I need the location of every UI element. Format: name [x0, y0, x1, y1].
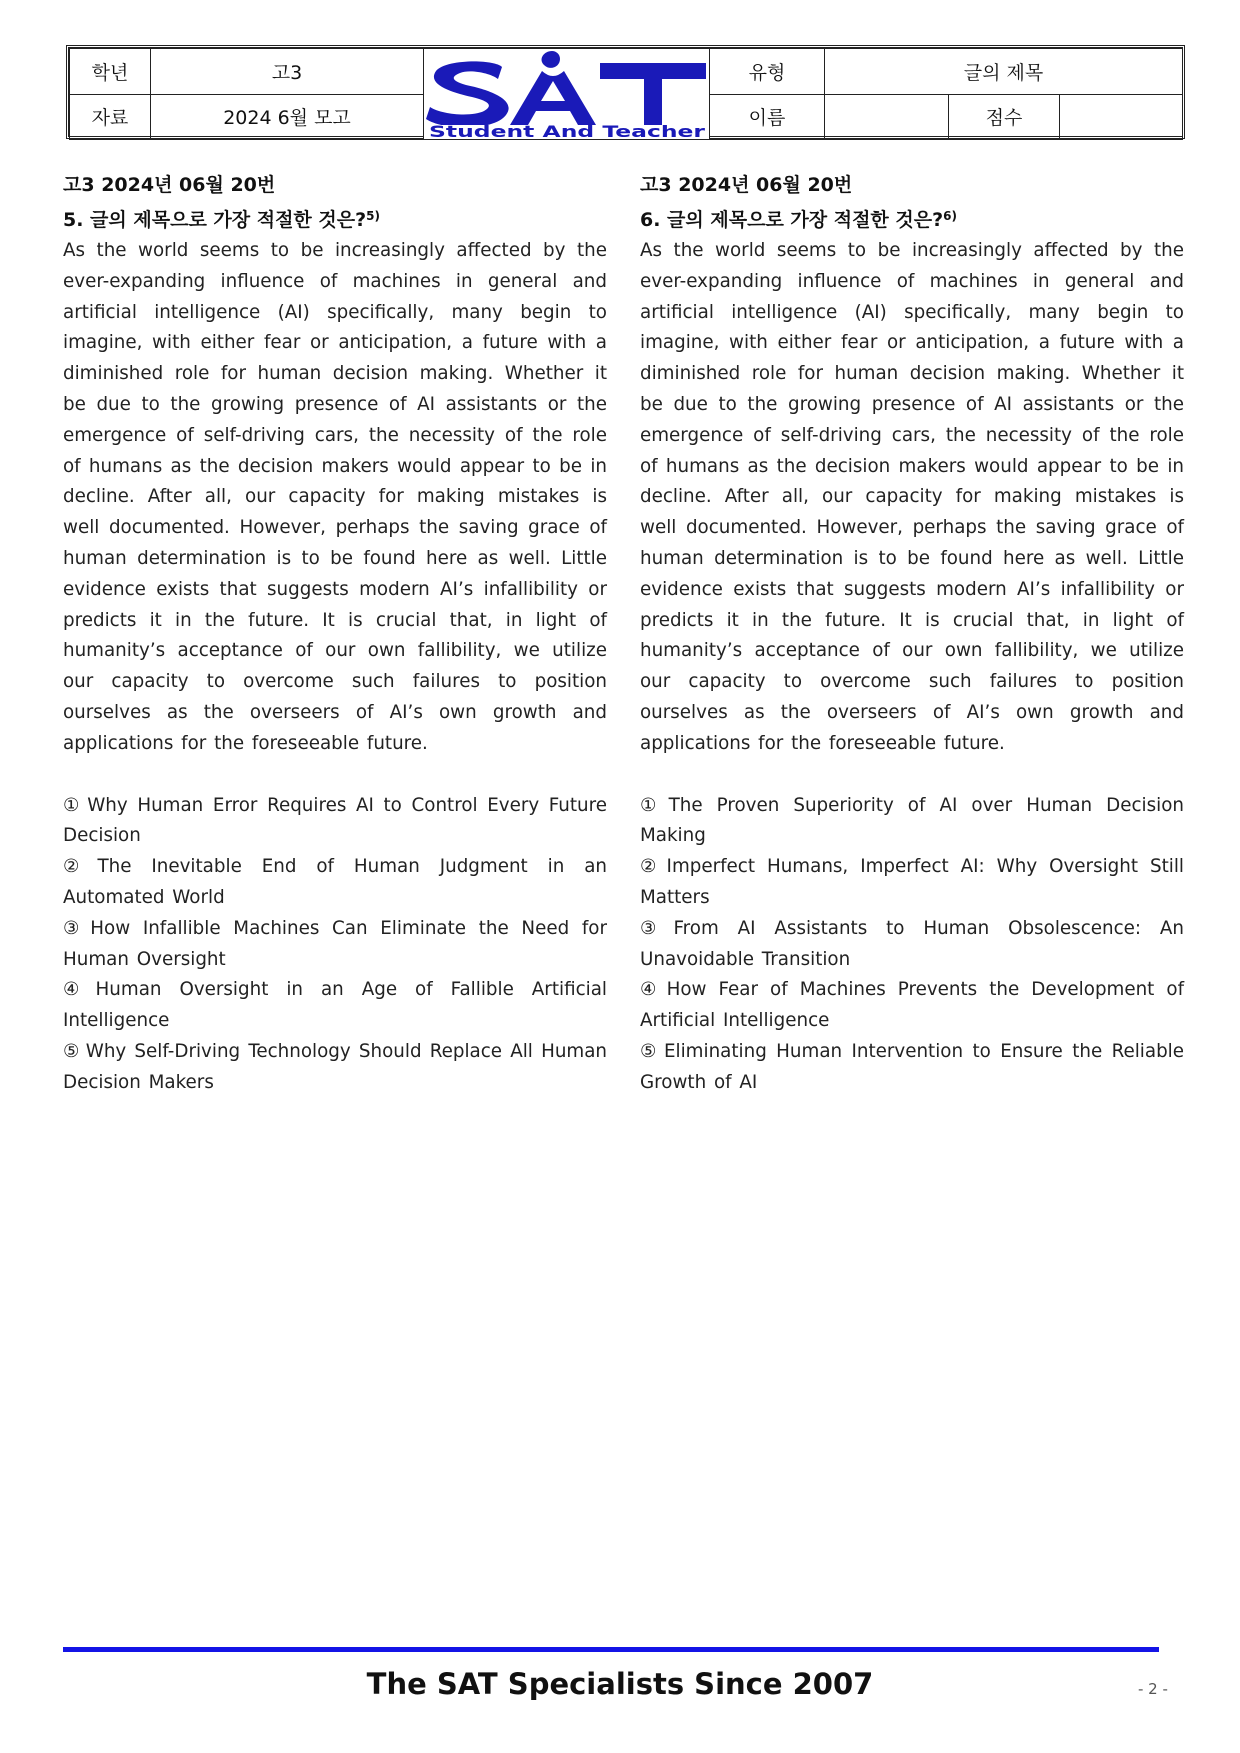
name-value[interactable] [825, 94, 949, 140]
option-text: How Fear of Machines Prevents the Development of Artificial Intelligence [640, 979, 1185, 1032]
name-label: 이름 [710, 94, 825, 140]
option-number: ③ [640, 917, 668, 939]
type-label: 유형 [710, 49, 825, 95]
material-value: 2024 6월 모고 [151, 94, 424, 140]
option-text: The Inevitable End of Human Judgment in an Automated World [63, 856, 607, 908]
score-label: 점수 [949, 94, 1060, 140]
answer-option-5[interactable] [640, 1037, 1184, 1099]
option-number: ① [640, 794, 663, 816]
question-title-text: 6. 글의 제목으로 가장 적절한 것은? [640, 209, 944, 231]
answer-options [640, 791, 1184, 1099]
question-column-right [640, 170, 1184, 1099]
answer-option-2[interactable] [63, 852, 607, 914]
question-title-text: 5. 글의 제목으로 가장 적절한 것은? [63, 209, 367, 231]
option-number: ① [63, 794, 82, 816]
option-number: ⑤ [640, 1040, 658, 1062]
option-number: ③ [63, 917, 85, 939]
answer-option-1[interactable] [640, 791, 1184, 853]
answer-option-1[interactable] [63, 791, 607, 853]
logo-letter-s [426, 61, 509, 127]
option-text: Imperfect Humans, Imperfect AI: Why Oversight Still Matters [640, 856, 1184, 908]
grade-label: 학년 [70, 49, 151, 95]
logo-cell [424, 49, 710, 140]
footnote-ref: 5) [366, 209, 380, 223]
answer-option-2[interactable] [640, 852, 1184, 914]
answer-option-5[interactable] [63, 1037, 607, 1099]
question-column-left [63, 170, 607, 1099]
question-title [640, 201, 1184, 236]
footnote-ref: 6) [943, 209, 957, 223]
answer-option-3[interactable] [63, 914, 607, 976]
option-number: ⑤ [63, 1040, 80, 1062]
question-source: 고3 2024년 06월 20번 [63, 174, 276, 196]
option-text: Why Human Error Requires AI to Control Every Future Decision [63, 794, 608, 847]
logo-tagline: Student And Teacher [429, 122, 706, 139]
type-value: 글의 제목 [825, 49, 1183, 95]
option-text: From AI Assistants to Human Obsolescence: An Unavoidable Transition [640, 917, 1185, 970]
option-number: ② [63, 856, 92, 878]
option-text: The Proven Superiority of AI over Human Decision Making [640, 794, 1185, 847]
question-title [63, 201, 607, 236]
footer-slogan: The SAT Specialists Since 2007 [366, 1667, 874, 1701]
option-text: Why Self-Driving Technology Should Replace All Human Decision Makers [63, 1040, 608, 1093]
worksheet-header [66, 45, 1185, 139]
grade-value: 고3 [151, 49, 424, 95]
reading-passage: As the world seems to be increasingly affected by the ever-expanding influence of machines in general and artificial intelligence (AI) specifically, many begin to imagine, with either fear or anticipation, a future with a diminished role for human decision making. Whether it be due to the growing presence of AI assistants or the emergence of self-driving cars, the necessity of the role of humans as the decision makers would appear to be in decline. After all, our capacity for making mistakes is well documented. However, perhaps the saving grace of human determination is to be found here as well. Little evidence exists that suggests modern AI’s infallibility or predicts it in the future. It is crucial that, in light of humanity’s acceptance of our own fallibility, we utilize our capacity to overcome such failures to position ourselves as the overseers of AI’s own growth and applications for the foreseeable future. [63, 240, 607, 754]
option-number: ② [640, 856, 661, 878]
option-number: ④ [63, 979, 90, 1001]
answer-option-4[interactable] [640, 975, 1184, 1037]
answer-options [63, 791, 607, 1099]
option-text: Human Oversight in an Age of Fallible Artificial Intelligence [63, 979, 607, 1032]
answer-option-4[interactable] [63, 975, 607, 1037]
question-source: 고3 2024년 06월 20번 [640, 174, 853, 196]
option-text: Eliminating Human Intervention to Ensure the Reliable Growth of AI [640, 1040, 1184, 1093]
reading-passage: As the world seems to be increasingly affected by the ever-expanding influence of machines in general and artificial intelligence (AI) specifically, many begin to imagine, with either fear or anticipation, a future with a diminished role for human decision making. Whether it be due to the growing presence of AI assistants or the emergence of self-driving cars, the necessity of the role of humans as the decision makers would appear to be in decline. After all, our capacity for making mistakes is well documented. However, perhaps the saving grace of human determination is to be found here as well. Little evidence exists that suggests modern AI’s infallibility or predicts it in the future. It is crucial that, in light of humanity’s acceptance of our own fallibility, we utilize our capacity to overcome such failures to position ourselves as the overseers of AI’s own growth and applications for the foreseeable future. [640, 240, 1184, 754]
option-number: ④ [640, 979, 661, 1001]
logo-letter-t [600, 63, 706, 125]
sat-logo [424, 49, 709, 139]
header-table [69, 48, 1183, 140]
logo-letter-a [510, 51, 596, 125]
answer-option-3[interactable] [640, 914, 1184, 976]
sat-logo-graphic [424, 49, 709, 139]
material-label: 자료 [70, 94, 151, 140]
footer-divider [63, 1647, 1159, 1652]
score-value[interactable] [1060, 94, 1183, 140]
page-number: - 2 - [1138, 1680, 1168, 1698]
option-text: How Infallible Machines Can Eliminate the Need for Human Oversight [63, 917, 607, 970]
